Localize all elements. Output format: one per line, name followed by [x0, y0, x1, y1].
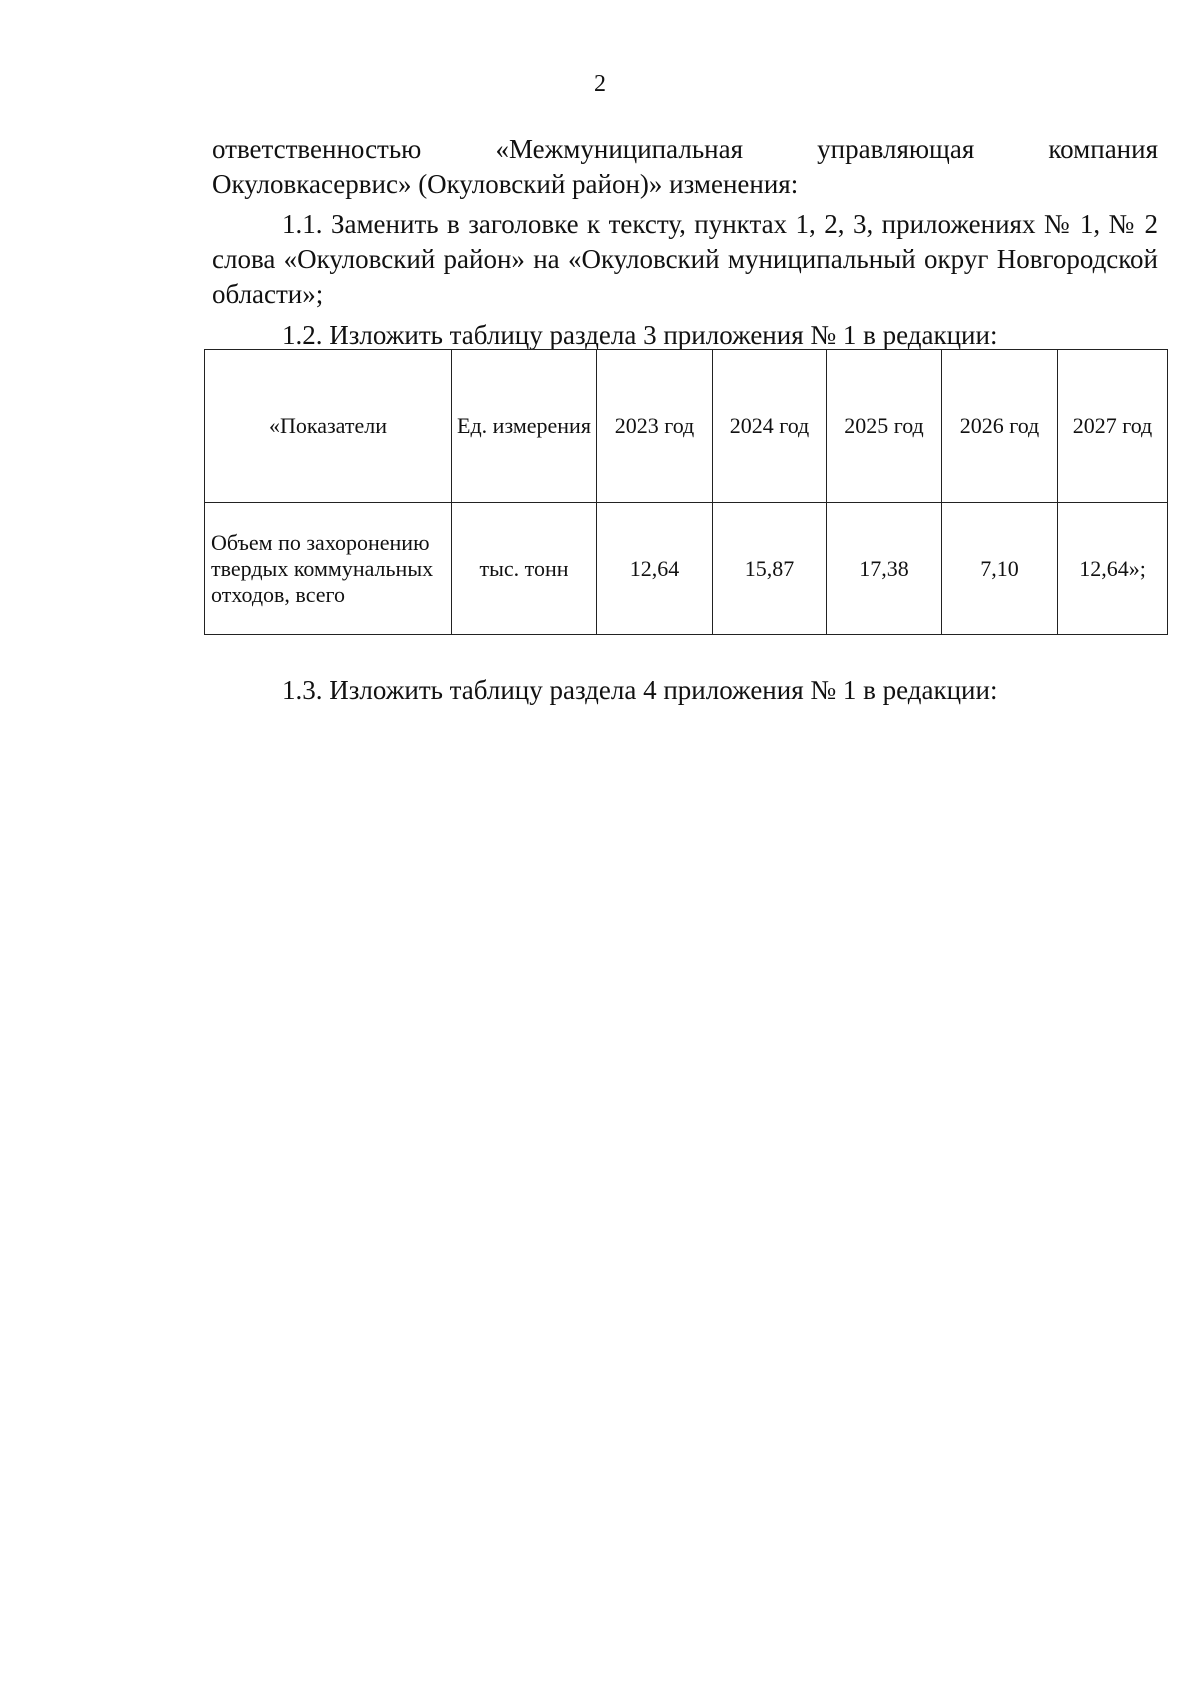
table-header-cell: «Показатели: [205, 350, 452, 503]
paragraph-intro: ответственностью «Межмуниципальная управляющая компания Окуловкасервис» (Окуловский район)» изменения:: [212, 134, 1158, 199]
page-number: 2: [594, 71, 606, 97]
paragraph-item-1-3: 1.3. Изложить таблицу раздела 4 приложения № 1 в редакции:: [282, 675, 998, 705]
indicators-table: [204, 349, 1168, 635]
table-cell-value: 12,64: [597, 503, 713, 635]
table-header-cell: Ед. измерения: [452, 350, 597, 503]
table-header-row: [205, 350, 1168, 503]
table-cell-unit: тыс. тонн: [452, 503, 597, 635]
table-cell-indicator: Объем по захоронению твердых коммунальных отходов, всего: [205, 503, 452, 635]
paragraph-item-1-1: 1.1. Заменить в заголовке к тексту, пунктах 1, 2, 3, приложениях № 1, № 2 слова «Окуловский район» на «Окуловский муниципальный округ Новгородской области»;: [212, 209, 1158, 309]
table-header-cell: 2026 год: [942, 350, 1058, 503]
table-header-cell: 2025 год: [827, 350, 942, 503]
table-cell-value: 7,10: [942, 503, 1058, 635]
paragraph-item-1-2: 1.2. Изложить таблицу раздела 3 приложения № 1 в редакции:: [282, 320, 998, 350]
table-header-cell: 2027 год: [1058, 350, 1168, 503]
table-cell-value: 17,38: [827, 503, 942, 635]
table-cell-value: 15,87: [713, 503, 827, 635]
table-cell-value: 12,64»;: [1058, 503, 1168, 635]
table-header-cell: 2023 год: [597, 350, 713, 503]
table-header-cell: 2024 год: [713, 350, 827, 503]
table-row: [205, 503, 1168, 635]
